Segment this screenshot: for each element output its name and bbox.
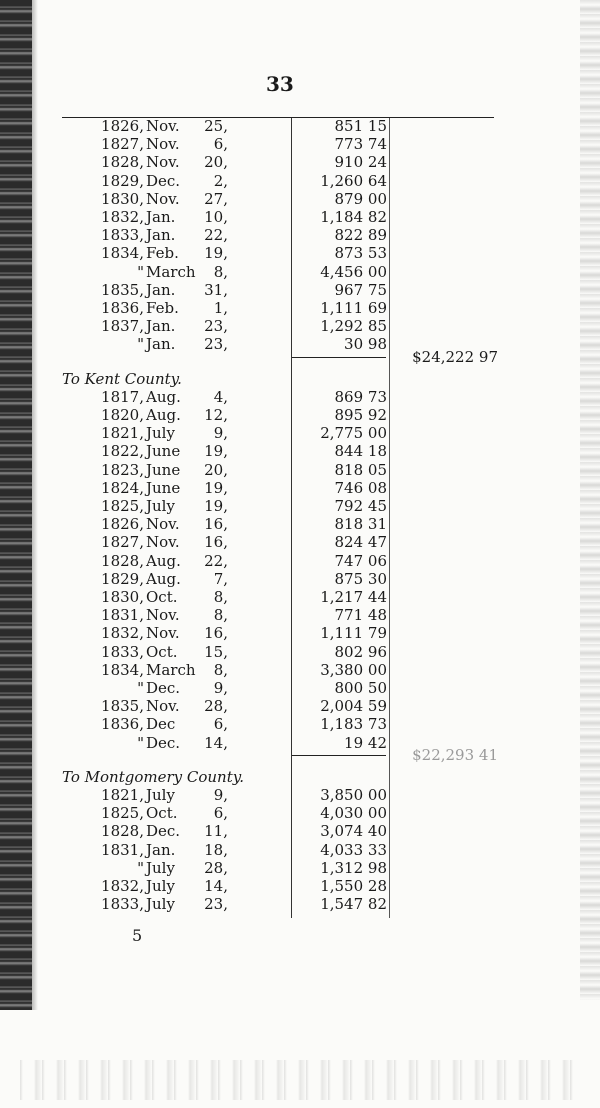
day-cell: 22, xyxy=(204,551,228,570)
year-cell: 1817, xyxy=(101,387,144,406)
day-cell: 23, xyxy=(204,335,228,354)
day-cell: 18, xyxy=(204,840,228,859)
amount-cell: 910 24 xyxy=(334,153,387,172)
ledger-row xyxy=(0,117,600,135)
month-cell: Jan. xyxy=(146,226,176,245)
ledger-row xyxy=(0,190,600,208)
year-cell: 1830, xyxy=(101,189,144,208)
ledger-row xyxy=(0,406,600,424)
month-cell: Nov. xyxy=(146,606,180,625)
amount-cell: 30 98 xyxy=(344,335,387,354)
amount-cell: 844 18 xyxy=(334,442,387,461)
ledger-row xyxy=(0,479,600,497)
day-cell: 19, xyxy=(204,497,228,515)
amount-cell: 818 31 xyxy=(334,515,387,534)
amount-cell: 967 75 xyxy=(334,280,387,299)
year-cell: 1821, xyxy=(101,786,144,804)
year-cell: 1825, xyxy=(101,804,144,823)
ledger-row xyxy=(0,804,600,822)
month-cell: July xyxy=(146,858,175,877)
year-cell: " xyxy=(137,858,144,877)
day-cell: 10, xyxy=(204,208,228,226)
ledger-row xyxy=(0,497,600,515)
year-cell: 1827, xyxy=(101,533,144,552)
amount-cell: 3,850 00 xyxy=(320,786,387,804)
month-cell: June xyxy=(146,460,181,479)
amount-cell: 746 08 xyxy=(334,478,387,497)
ledger-row xyxy=(0,226,600,244)
ledger-row xyxy=(0,859,600,877)
year-cell: 1829, xyxy=(101,569,144,588)
day-cell: 2, xyxy=(213,171,228,190)
day-cell: 27, xyxy=(204,189,228,208)
year-cell: 1828, xyxy=(101,551,144,570)
ledger-row xyxy=(0,153,600,171)
year-cell: 1829, xyxy=(101,171,144,190)
month-cell: Jan. xyxy=(146,840,176,859)
amount-cell: 4,033 33 xyxy=(320,840,387,859)
year-cell: 1834, xyxy=(101,660,144,679)
section-heading: To Kent County. xyxy=(62,369,182,388)
section-total: $22,293 41 xyxy=(412,745,498,764)
ledger-row xyxy=(0,643,600,661)
amount-cell: 1,550 28 xyxy=(320,877,387,895)
amount-cell: 3,074 40 xyxy=(320,822,387,841)
ledger-row xyxy=(0,388,600,406)
amount-cell: 4,030 00 xyxy=(320,804,387,823)
day-cell: 9, xyxy=(213,786,228,804)
year-cell: 1827, xyxy=(101,135,144,154)
amount-cell: 2,004 59 xyxy=(320,697,387,716)
year-cell: 1836, xyxy=(101,715,144,734)
ledger-row xyxy=(0,424,600,442)
month-cell: Oct. xyxy=(146,804,178,823)
month-cell: July xyxy=(146,497,175,515)
year-cell: 1833, xyxy=(101,226,144,245)
section-heading: To Montgomery County. xyxy=(62,767,244,786)
month-cell: Nov. xyxy=(146,697,180,716)
day-cell: 7, xyxy=(213,569,228,588)
amount-cell: 879 00 xyxy=(334,189,387,208)
day-cell: 19, xyxy=(204,244,228,263)
ledger-row xyxy=(0,299,600,317)
amount-cell: 1,292 85 xyxy=(320,317,387,336)
amount-cell: 1,111 69 xyxy=(320,299,387,317)
day-cell: 14, xyxy=(204,733,228,752)
year-cell: 1834, xyxy=(101,244,144,263)
month-cell: Nov. xyxy=(146,624,180,643)
section-total: $24,222 97 xyxy=(412,347,498,366)
day-cell: 8, xyxy=(213,588,228,606)
amount-cell: 1,183 73 xyxy=(320,715,387,734)
day-cell: 25, xyxy=(204,117,228,135)
day-cell: 6, xyxy=(213,804,228,823)
month-cell: June xyxy=(146,442,181,461)
amount-cell: 869 73 xyxy=(334,387,387,406)
year-cell: 1835, xyxy=(101,280,144,299)
day-cell: 20, xyxy=(204,153,228,172)
amount-cell: 895 92 xyxy=(334,406,387,424)
day-cell: 12, xyxy=(204,406,228,424)
year-cell: 1828, xyxy=(101,153,144,172)
amount-cell: 19 42 xyxy=(344,733,387,752)
amount-cell: 747 06 xyxy=(334,551,387,570)
month-cell: Aug. xyxy=(146,406,181,424)
ledger-row xyxy=(0,570,600,588)
ledger-row xyxy=(0,588,600,606)
amount-cell: 873 53 xyxy=(334,244,387,263)
year-cell: 1824, xyxy=(101,478,144,497)
year-cell: 1831, xyxy=(101,606,144,625)
month-cell: Nov. xyxy=(146,135,180,154)
day-cell: 19, xyxy=(204,442,228,461)
amount-cell: 773 74 xyxy=(334,135,387,154)
year-cell: 1826, xyxy=(101,117,144,135)
amount-cell: 875 30 xyxy=(334,569,387,588)
year-cell: 1837, xyxy=(101,317,144,336)
month-cell: Oct. xyxy=(146,588,178,606)
ledger-row xyxy=(0,515,600,533)
amount-cell: 1,260 64 xyxy=(320,171,387,190)
day-cell: 16, xyxy=(204,515,228,534)
day-cell: 1, xyxy=(213,299,228,317)
day-cell: 20, xyxy=(204,460,228,479)
day-cell: 28, xyxy=(204,697,228,716)
signature-mark: 5 xyxy=(132,926,143,945)
month-cell: July xyxy=(146,895,175,914)
day-cell: 6, xyxy=(213,135,228,154)
ledger-row xyxy=(0,172,600,190)
day-cell: 9, xyxy=(213,679,228,697)
month-cell: Nov. xyxy=(146,117,180,135)
ledger-row xyxy=(0,281,600,299)
month-cell: Dec. xyxy=(146,171,181,190)
year-cell: 1820, xyxy=(101,406,144,424)
ledger-row xyxy=(0,786,600,804)
month-cell: July xyxy=(146,786,175,804)
ledger-row xyxy=(0,877,600,895)
amount-cell: 792 45 xyxy=(334,497,387,515)
ledger-row xyxy=(0,697,600,715)
ledger-row xyxy=(0,244,600,262)
amount-cell: 1,217 44 xyxy=(320,588,387,606)
year-cell: 1832, xyxy=(101,877,144,895)
ledger-row xyxy=(0,552,600,570)
month-cell: Feb. xyxy=(146,299,179,317)
day-cell: 15, xyxy=(204,642,228,661)
day-cell: 6, xyxy=(213,715,228,734)
amount-cell: 851 15 xyxy=(334,117,387,135)
amount-cell: 3,380 00 xyxy=(320,660,387,679)
year-cell: 1833, xyxy=(101,895,144,914)
year-cell: 1828, xyxy=(101,822,144,841)
amount-cell: 1,111 79 xyxy=(320,624,387,643)
month-cell: Jan. xyxy=(146,280,176,299)
month-cell: Dec. xyxy=(146,822,181,841)
day-cell: 28, xyxy=(204,858,228,877)
year-cell: " xyxy=(137,335,144,354)
month-cell: July xyxy=(146,424,175,443)
month-cell: Jan. xyxy=(146,335,176,354)
ledger-row xyxy=(0,461,600,479)
month-cell: Nov. xyxy=(146,189,180,208)
month-cell: March xyxy=(146,660,196,679)
year-cell: 1835, xyxy=(101,697,144,716)
ledger-row xyxy=(0,335,600,353)
year-cell: 1833, xyxy=(101,642,144,661)
month-cell: Dec. xyxy=(146,733,181,752)
day-cell: 16, xyxy=(204,624,228,643)
month-cell: March xyxy=(146,262,196,281)
amount-cell: 822 89 xyxy=(334,226,387,245)
ledger-row xyxy=(0,442,600,460)
day-cell: 8, xyxy=(213,262,228,281)
year-cell: 1826, xyxy=(101,515,144,534)
month-cell: Nov. xyxy=(146,515,180,534)
amount-cell: 800 50 xyxy=(334,679,387,697)
ledger-row xyxy=(0,895,600,913)
ledger-row xyxy=(0,135,600,153)
year-cell: " xyxy=(137,733,144,752)
month-cell: Aug. xyxy=(146,387,181,406)
ledger-row xyxy=(0,533,600,551)
month-cell: Aug. xyxy=(146,551,181,570)
month-cell: Jan. xyxy=(146,317,176,336)
amount-cell: 824 47 xyxy=(334,533,387,552)
year-cell: 1821, xyxy=(101,424,144,443)
month-cell: Dec xyxy=(146,715,176,734)
year-cell: 1832, xyxy=(101,208,144,226)
amount-cell: 771 48 xyxy=(334,606,387,625)
month-cell: Dec. xyxy=(146,679,181,697)
page-bottom-edge xyxy=(20,1060,580,1100)
sum-rule xyxy=(292,357,386,358)
day-cell: 14, xyxy=(204,877,228,895)
day-cell: 31, xyxy=(204,280,228,299)
day-cell: 19, xyxy=(204,478,228,497)
day-cell: 23, xyxy=(204,317,228,336)
ledger-row xyxy=(0,624,600,642)
year-cell: 1836, xyxy=(101,299,144,317)
amount-cell: 2,775 00 xyxy=(320,424,387,443)
month-cell: Jan. xyxy=(146,208,176,226)
month-cell: Oct. xyxy=(146,642,178,661)
ledger-row xyxy=(0,679,600,697)
amount-cell: 1,184 82 xyxy=(320,208,387,226)
ledger-row xyxy=(0,208,600,226)
ledger-row xyxy=(0,715,600,733)
year-cell: 1825, xyxy=(101,497,144,515)
year-cell: 1832, xyxy=(101,624,144,643)
ledger-row xyxy=(0,606,600,624)
day-cell: 16, xyxy=(204,533,228,552)
ledger-row xyxy=(0,734,600,752)
month-cell: June xyxy=(146,478,181,497)
year-cell: 1831, xyxy=(101,840,144,859)
month-cell: July xyxy=(146,877,175,895)
month-cell: Nov. xyxy=(146,153,180,172)
page-number: 33 xyxy=(266,72,294,96)
amount-cell: 802 96 xyxy=(334,642,387,661)
sum-rule xyxy=(292,755,386,756)
day-cell: 4, xyxy=(213,387,228,406)
ledger-row xyxy=(0,822,600,840)
day-cell: 23, xyxy=(204,895,228,914)
amount-cell: 818 05 xyxy=(334,460,387,479)
amount-cell: 4,456 00 xyxy=(320,262,387,281)
month-cell: Nov. xyxy=(146,533,180,552)
ledger-row xyxy=(0,317,600,335)
year-cell: 1830, xyxy=(101,588,144,606)
year-cell: 1822, xyxy=(101,442,144,461)
amount-cell: 1,547 82 xyxy=(320,895,387,914)
ledger-row xyxy=(0,841,600,859)
day-cell: 9, xyxy=(213,424,228,443)
ledger-row xyxy=(0,263,600,281)
amount-cell: 1,312 98 xyxy=(320,858,387,877)
year-cell: 1823, xyxy=(101,460,144,479)
year-cell: " xyxy=(137,262,144,281)
month-cell: Aug. xyxy=(146,569,181,588)
ledger-row xyxy=(0,661,600,679)
year-cell: " xyxy=(137,679,144,697)
day-cell: 8, xyxy=(213,660,228,679)
day-cell: 22, xyxy=(204,226,228,245)
day-cell: 11, xyxy=(204,822,228,841)
month-cell: Feb. xyxy=(146,244,179,263)
day-cell: 8, xyxy=(213,606,228,625)
